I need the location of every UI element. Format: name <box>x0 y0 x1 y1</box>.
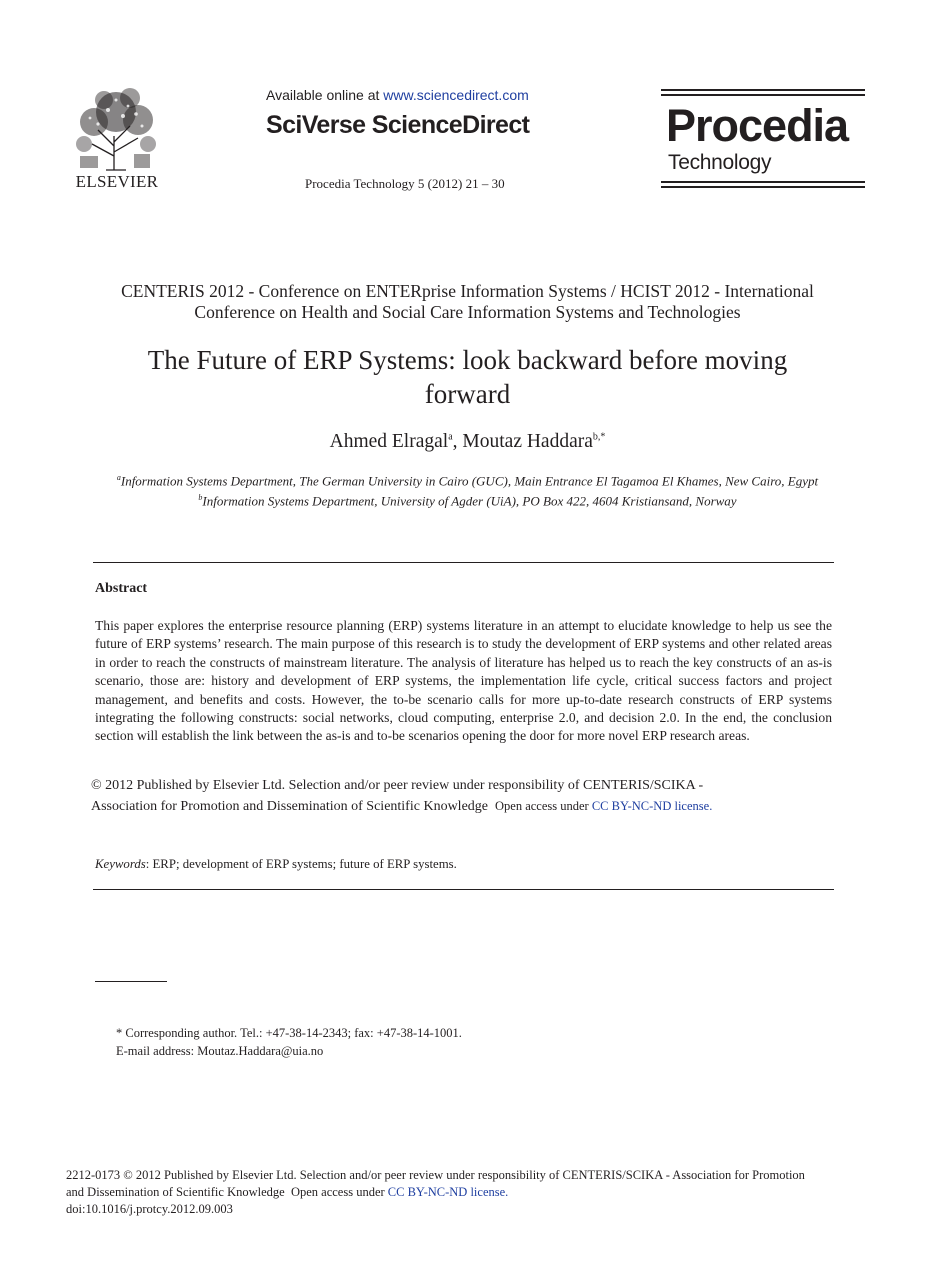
affiliation-text: Information Systems Department, University of Agder (UiA), PO Box 422, 4604 Kristiansand, Norway <box>202 493 737 509</box>
affiliation-mark: b <box>198 493 203 503</box>
title-line-2: forward <box>424 379 511 409</box>
abstract-text: This paper explores the enterprise resource planning (ERP) systems literature in an attempt to elucidate knowledge to help us see the future of ERP systems’ research. The main purpose of this research is to study the development of ERP systems and other related areas in order to reach the constructs of mainstream literature. The analysis of literature has helped us to reach the key constructs of an as-is scenario, those are: history and development of ERP systems, the implementation life cycle, critical success factors and project management, and benefits and costs. However, the to-be scenario calls for more up-to-date research constructs of ERP systems integrating the following constructs: social networks, cloud computing, enterprise 2.0, and decision 2.0. In the end, the conclusion section will establish the link between the as-is and to-be scenarios opening the door for more novel ERP research areas. <box>95 618 832 744</box>
available-online-line <box>266 87 529 103</box>
doi[interactable]: doi:10.1016/j.protcy.2012.09.003 <box>66 1202 233 1216</box>
footer-line-2: and Dissemination of Scientific Knowledge <box>66 1185 285 1199</box>
abstract-top-rule <box>93 562 834 563</box>
copyright-line-2: Association for Promotion and Dissemination of Scientific Knowledge <box>91 799 488 814</box>
author-affiliation-mark: b,* <box>592 431 606 443</box>
procedia-top-rule-2 <box>661 94 865 96</box>
procedia-logo-subtitle: Technology <box>668 151 772 174</box>
conference-line-1: CENTERIS 2012 - Conference on ENTERprise Information Systems / HCIST 2012 - International <box>121 281 814 301</box>
title-line-1: The Future of ERP Systems: look backward before moving <box>147 345 788 375</box>
journal-reference: Procedia Technology 5 (2012) 21 – 30 <box>305 176 505 191</box>
elsevier-wordmark: ELSEVIER <box>75 172 159 191</box>
procedia-top-rule <box>661 89 865 91</box>
corresponding-author-footnote <box>116 1024 462 1060</box>
footer-line-1: 2212-0173 © 2012 Published by Elsevier Ltd. Selection and/or peer review under responsibility of CENTERIS/SCIKA - Association for Promotion <box>66 1168 805 1182</box>
footer-line-2-wrap <box>66 1184 856 1201</box>
copyright-notice <box>91 776 831 817</box>
conference-name <box>60 281 875 323</box>
footnote-rule <box>95 981 167 982</box>
available-prefix: Available online at <box>266 87 384 103</box>
procedia-logo-title: Procedia <box>666 100 849 151</box>
abstract-bottom-rule <box>93 889 834 890</box>
affiliation-text: Information Systems Department, The German University in Cairo (GUC), Main Entrance El Tagamoa El Khames, New Cairo, Egypt <box>120 473 819 489</box>
keywords-label: Keywords <box>95 857 146 871</box>
abstract-heading: Abstract <box>95 581 148 596</box>
author-name: Moutaz Haddara <box>462 431 593 452</box>
affiliation <box>60 469 875 489</box>
author-name: Ahmed Elragal <box>329 431 449 452</box>
sciverse-sciencedirect-wordmark: SciVerse ScienceDirect <box>266 111 530 139</box>
copyright-line-1: © 2012 Published by Elsevier Ltd. Selection and/or peer review under responsibility of CENTERIS/SCIKA - <box>91 778 704 793</box>
footnote-email: E-mail address: Moutaz.Haddara@uia.no <box>116 1044 324 1058</box>
keywords-text: : ERP; development of ERP systems; future of ERP systems. <box>145 857 457 871</box>
affiliation <box>60 489 875 509</box>
footnote-contact: * Corresponding author. Tel.: +47-38-14-2343; fax: +47-38-14-1001. <box>116 1026 462 1040</box>
conference-line-2: Conference on Health and Social Care Information Systems and Technologies <box>194 302 741 322</box>
affiliations <box>60 469 875 510</box>
author-list: Ahmed Elragal$^a$, Moutaz Haddara$^{b,*}$ <box>329 431 606 452</box>
author-affiliation-mark: a <box>448 431 453 443</box>
keywords <box>95 857 457 872</box>
affiliation-mark: a <box>116 473 121 482</box>
open-access-prefix: Open access under <box>495 799 592 813</box>
license-link[interactable]: CC BY-NC-ND license. <box>591 799 713 813</box>
sciencedirect-link[interactable]: www.sciencedirect.com <box>383 87 529 103</box>
procedia-bottom-rule <box>661 181 865 183</box>
copyright-line-2-wrap <box>91 796 831 817</box>
paper-title <box>60 343 875 411</box>
page-footer <box>66 1167 856 1218</box>
procedia-bottom-rule-2 <box>661 186 865 188</box>
footer-open-access-prefix: Open access under <box>290 1185 388 1199</box>
footer-license-link[interactable]: CC BY-NC-ND license. <box>387 1185 509 1199</box>
